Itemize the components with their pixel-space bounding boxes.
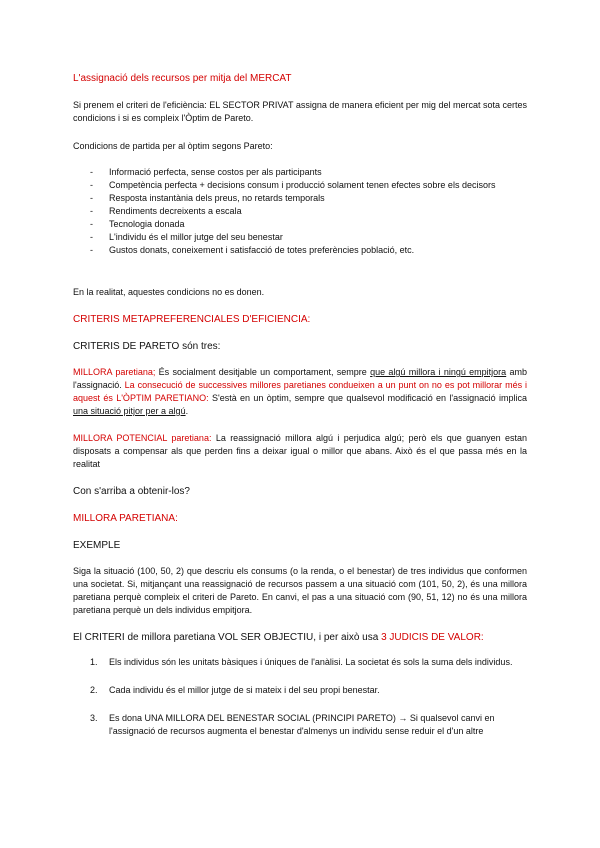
criteris-meta-heading: CRITERIS METAPREFERENCIALES D'EFICIENCIA: [73,314,311,325]
criteri-paragraph [73,631,527,644]
millora-paretiana-heading: MILLORA PARETIANA: [73,513,178,524]
bullet-dash: - [90,193,93,203]
condition-text: Competència perfecta + decisions consum i producció solament tenen efectes sobre els decisors [109,180,496,190]
potencial-text: La reassignació millora algú i perjudica algú; però els que guanyen estan disposats a compensar als que perden fins a deixar igual o millor que abans. Això és el que passa més en la realitat [73,433,527,469]
judici-text: Cada individu és el millor jutge de si mateix i del seu propi benestar. [109,685,380,695]
question-line: Con s'arriba a obtenir-los? [73,486,190,497]
millora-underline-1: que algú millora i ningú empitjora [370,367,507,377]
millora-paragraph [73,366,527,418]
item-number: 2. [90,685,98,695]
millora-underline-2: una situació pitjor per a algú [73,406,186,416]
list-item [73,218,527,231]
millora-text-4: . [185,406,189,416]
condition-text: Gustos donats, coneixement i satisfacció de totes preferències població, etc. [109,245,415,255]
reality-paragraph: En la realitat, aquestes condicions no es donen. [73,287,265,297]
condition-text: Resposta instantània dels preus, no retards temporals [109,193,325,203]
list-item [73,179,527,192]
judici-text: Els individus són les unitats bàsiques i úniques de l'anàlisi. La societat és sols la suma dels individus. [109,657,513,667]
bullet-dash: - [90,167,93,177]
exemple-label: EXEMPLE [73,540,121,551]
list-item [73,166,527,179]
condition-text: Rendiments decreixents a escala [109,206,242,216]
condition-text: Tecnologia donada [109,219,185,229]
intro-paragraph: Si prenem el criteri de l'eficiència: EL SECTOR PRIVAT assigna de manera eficient per mig del mercat sota certes condicions i si es compleix l'Òptim de Pareto. [73,100,527,123]
document-title: L'assignació dels recursos per mitja del MERCAT [73,73,292,84]
condition-text: Informació perfecta, sense costos per als participants [109,167,322,177]
judicis-list [73,656,527,738]
millora-text-2: amb l'assignació. [73,367,527,390]
millora-text-3: S'està en un òptim, sempre que qualsevol modificació en l'assignació implica [208,393,527,403]
list-item [73,205,527,218]
criteris-pareto-heading: CRITERIS DE PARETO són tres: [73,341,221,352]
millora-term: MILLORA paretiana; [73,367,156,377]
criteri-red: 3 JUDICIS DE VALOR: [381,632,484,643]
list-item [73,192,527,205]
list-item [73,712,527,738]
bullet-dash: - [90,206,93,216]
item-number: 1. [90,657,98,667]
list-item [73,244,527,257]
condition-text: L'individu és el millor jutge del seu benestar [109,232,283,242]
millora-text-1: És socialment desitjable un comportament, sempre [155,367,371,377]
list-item [73,231,527,244]
list-item [73,684,527,697]
potencial-paragraph [73,432,527,471]
conditions-label: Condicions de partida per al òptim segons Pareto: [73,141,273,151]
conditions-list [73,166,527,257]
bullet-dash: - [90,180,93,190]
item-number: 3. [90,713,98,723]
bullet-dash: - [90,232,93,242]
list-item [73,656,527,669]
criteri-text: El CRITERI de millora paretiana VOL SER OBJECTIU, i per això usa [73,632,382,643]
bullet-dash: - [90,245,93,255]
bullet-dash: - [90,219,93,229]
millora-red-text: La consecució de successives millores paretianes condueixen a un punt on no es pot millorar més i aquest és L'ÒPTIM PARETIANO: [73,380,528,403]
potencial-term: MILLORA POTENCIAL paretiana: [73,433,212,443]
exemple-paragraph: Siga la situació (100, 50, 2) que descriu els consums (o la renda, o el benestar) de tres individus que conformen una societat. Si, mitjançant una reassignació de recursos passem a una situació com (101, 50, 2), és una millora paretiana perquè compleix el criteri de Pareto. En canvi, el pas a una situació com (90, 51, 12) no és una millora paretiana perquè un dels individus empitjora. [73,566,527,615]
judici-text: Es dona UNA MILLORA DEL BENESTAR SOCIAL (PRINCIPI PARETO) → Si qualsevol canvi en l'assignació de recursos augmenta el benestar d'almenys un individu sense reduir el d'un altre [109,713,495,736]
